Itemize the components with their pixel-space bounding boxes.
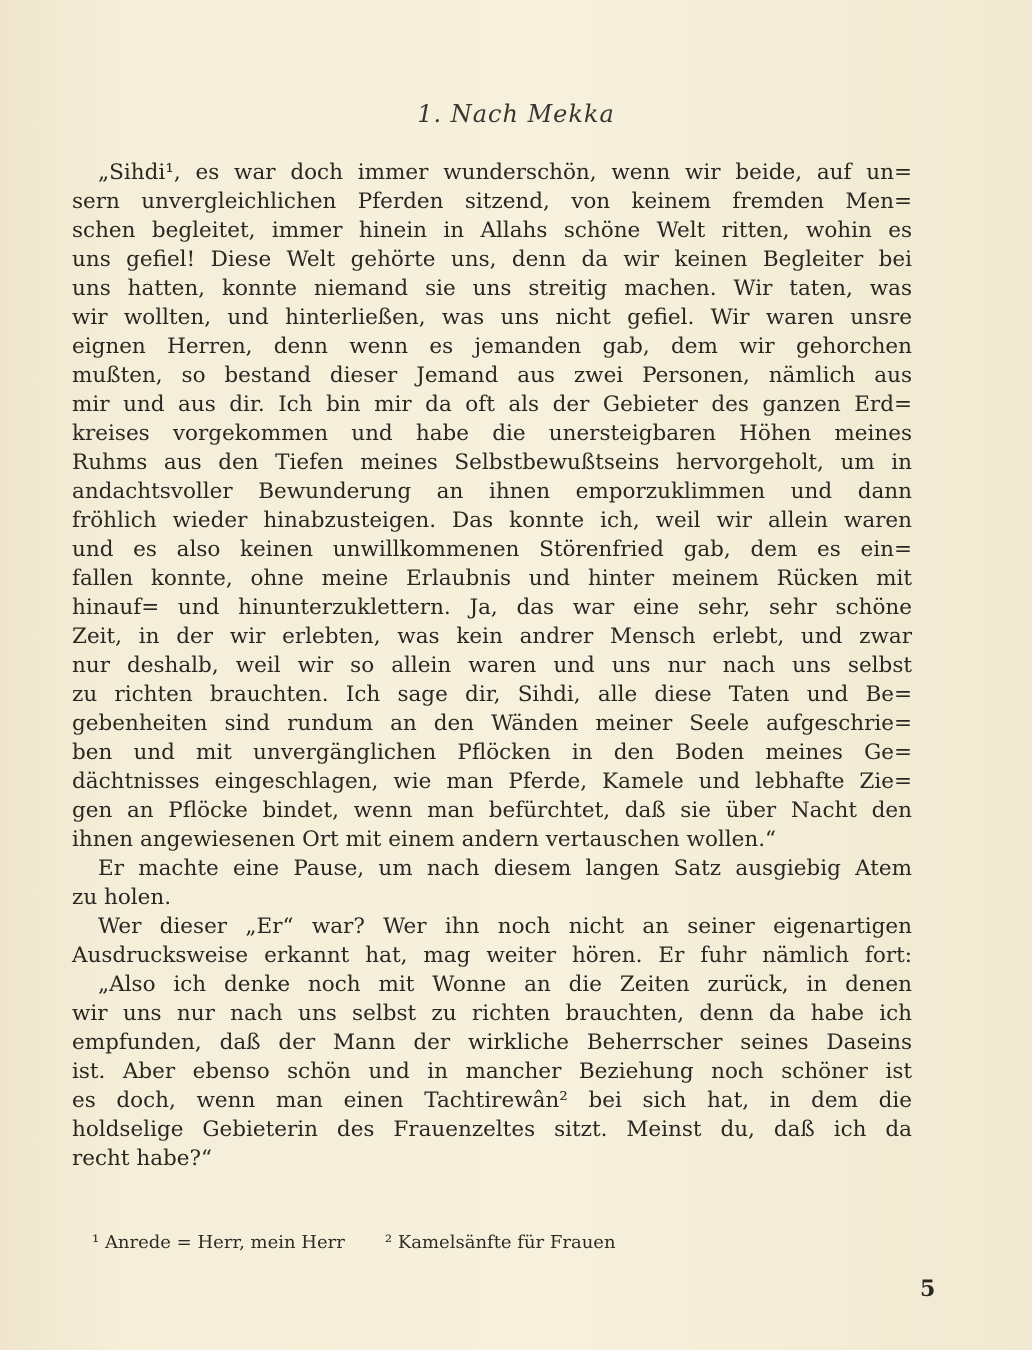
- text-line: es doch, wenn man einen Tachtirewân² bei sich hat, in dem die: [72, 1088, 912, 1113]
- text-line: eignen Herren, denn wenn es jemanden gab, dem wir gehorchen: [72, 334, 912, 359]
- chapter-title: 1. Nach Mekka: [417, 100, 615, 128]
- text-line: und es also keinen unwillkommenen Störenfried gab, dem es ein=: [72, 537, 912, 562]
- text-line: andachtsvoller Bewunderung an ihnen emporzuklimmen und dann: [72, 479, 912, 504]
- text-line: dächtnisses eingeschlagen, wie man Pferde, Kamele und lebhafte Zie=: [72, 769, 912, 794]
- page-number: 5: [920, 1276, 936, 1302]
- text-line: hinauf= und hinunterzuklettern. Ja, das war eine sehr, sehr schöne: [72, 595, 912, 620]
- text-line: „Sihdi¹, es war doch immer wunderschön, wenn wir beide, auf un=: [98, 160, 912, 185]
- text-line: empfunden, daß der Mann der wirkliche Beherrscher seines Daseins: [72, 1030, 912, 1055]
- text-line: holdselige Gebieterin des Frauenzeltes sitzt. Meinst du, daß ich da: [72, 1117, 912, 1142]
- text-line: schen begleitet, immer hinein in Allahs schöne Welt ritten, wohin es: [72, 218, 912, 243]
- text-line: wir uns nur nach uns selbst zu richten brauchten, denn da habe ich: [72, 1001, 912, 1026]
- text-line: gen an Pflöcke bindet, wenn man befürchtet, daß sie über Nacht den: [72, 798, 912, 823]
- text-line: wir wollten, und hinterließen, was uns nicht gefiel. Wir waren unsre: [72, 305, 912, 330]
- footnote-1: ¹ Anrede = Herr, mein Herr: [92, 1232, 345, 1253]
- text-line: zu holen.: [72, 885, 172, 910]
- text-line: Er machte eine Pause, um nach diesem langen Satz ausgiebig Atem: [98, 856, 912, 881]
- text-line: uns hatten, konnte niemand sie uns streitig machen. Wir taten, was: [72, 276, 912, 301]
- text-line: fröhlich wieder hinabzusteigen. Das konnte ich, weil wir allein waren: [72, 508, 912, 533]
- text-line: uns gefiel! Diese Welt gehörte uns, denn da wir keinen Begleiter bei: [72, 247, 912, 272]
- text-line: recht habe?“: [72, 1146, 213, 1171]
- text-line: ben und mit unvergänglichen Pflöcken in den Boden meines Ge=: [72, 740, 912, 765]
- text-line: nur deshalb, weil wir so allein waren und uns nur nach uns selbst: [72, 653, 912, 678]
- text-line: Ausdrucksweise erkannt hat, mag weiter hören. Er fuhr nämlich fort:: [72, 943, 912, 968]
- text-line: Wer dieser „Er“ war? Wer ihn noch nicht an seiner eigenartigen: [98, 914, 912, 939]
- text-line: zu richten brauchten. Ich sage dir, Sihdi, alle diese Taten und Be=: [72, 682, 912, 707]
- text-line: Ruhms aus den Tiefen meines Selbstbewußtseins hervorgeholt, um in: [72, 450, 912, 475]
- text-line: mußten, so bestand dieser Jemand aus zwei Personen, nämlich aus: [72, 363, 912, 388]
- text-line: Zeit, in der wir erlebten, was kein andrer Mensch erlebt, und zwar: [72, 624, 912, 649]
- footnotes: [92, 1232, 732, 1253]
- text-line: ist. Aber ebenso schön und in mancher Beziehung noch schöner ist: [72, 1059, 912, 1084]
- body-text: [72, 158, 912, 1173]
- text-line: „Also ich denke noch mit Wonne an die Zeiten zurück, in denen: [98, 972, 912, 997]
- text-line: kreises vorgekommen und habe die unersteigbaren Höhen meines: [72, 421, 912, 446]
- text-line: gebenheiten sind rundum an den Wänden meiner Seele aufgeschrie=: [72, 711, 912, 736]
- text-line: sern unvergleichlichen Pferden sitzend, von keinem fremden Men=: [72, 189, 912, 214]
- text-line: mir und aus dir. Ich bin mir da oft als der Gebieter des ganzen Erd=: [72, 392, 912, 417]
- text-line: ihnen angewiesenen Ort mit einem andern vertauschen wollen.“: [72, 827, 777, 852]
- footnote-2: ² Kamelsänfte für Frauen: [384, 1232, 616, 1253]
- text-line: fallen konnte, ohne meine Erlaubnis und hinter meinem Rücken mit: [72, 566, 912, 591]
